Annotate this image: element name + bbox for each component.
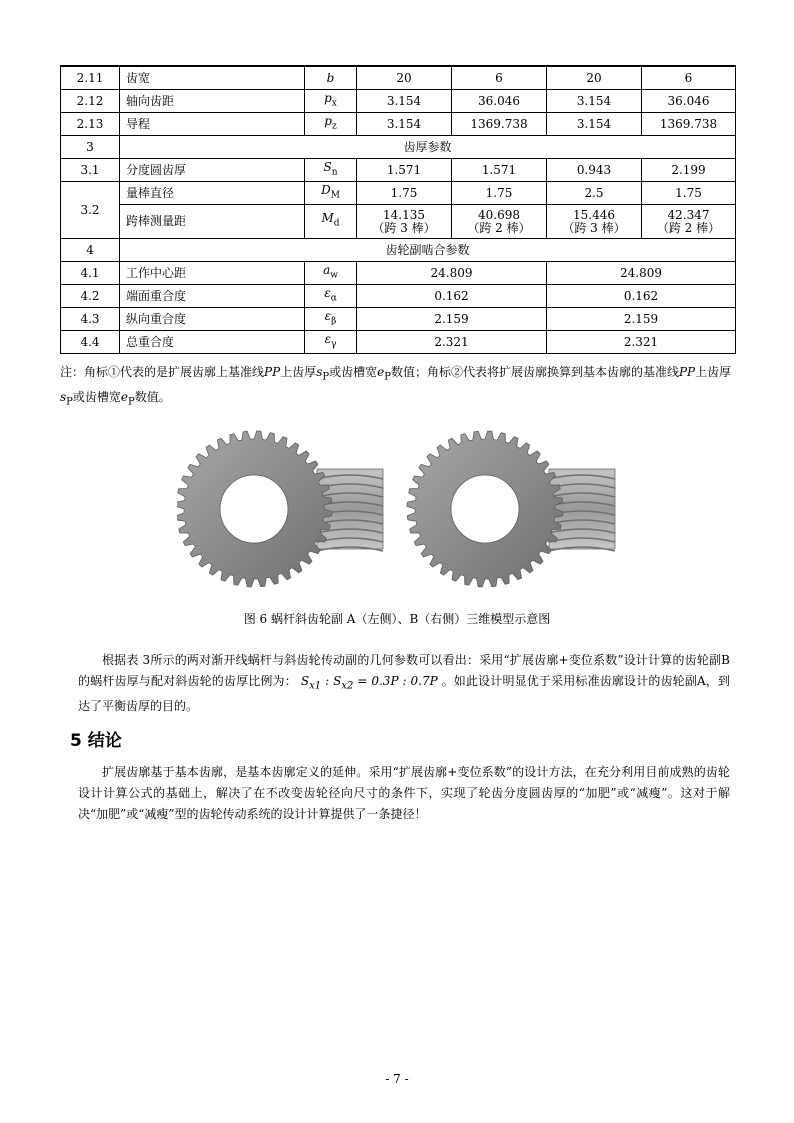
section-title: 齿厚参数	[120, 136, 736, 159]
row-number: 4.3	[61, 308, 120, 331]
row-number: 3.1	[61, 159, 120, 182]
section-number: 3	[61, 136, 120, 159]
table-row	[61, 66, 736, 90]
value-cell: 24.809	[357, 262, 547, 285]
table-row	[61, 285, 736, 308]
param-name: 导程	[120, 113, 305, 136]
table-row	[61, 205, 736, 239]
param-name: 分度圆齿厚	[120, 159, 305, 182]
value-cell: 2.321	[547, 331, 736, 354]
value-cell: 2.5	[547, 182, 642, 205]
value-cell: 3.154	[547, 90, 642, 113]
param-symbol: $D_M$	[305, 182, 357, 205]
worm-gear-illustration	[177, 427, 617, 592]
value-cell: 1.571	[357, 159, 452, 182]
value-cell: 1.75	[357, 182, 452, 205]
param-name: 量棒直径	[120, 182, 305, 205]
helical-gear-a	[177, 431, 332, 587]
value-cell: 0.162	[547, 285, 736, 308]
table-row	[61, 308, 736, 331]
helical-gear-b	[407, 431, 563, 587]
value-cell: 14.135 （跨 3 棒）	[357, 205, 452, 239]
param-symbol: $\varepsilon_\gamma$	[305, 331, 357, 354]
table-row	[61, 159, 736, 182]
row-number: 4.1	[61, 262, 120, 285]
value-cell: 1.75	[642, 182, 736, 205]
row-number: 4.4	[61, 331, 120, 354]
value-cell: 24.809	[547, 262, 736, 285]
value-cell: 36.046	[642, 90, 736, 113]
figure-caption: 图 6 蜗杆斜齿轮副 A（左侧）、B（右侧）三维模型示意图	[243, 612, 551, 626]
param-symbol: $p_z$	[305, 113, 357, 136]
param-symbol: $M_d$	[305, 205, 357, 239]
gear-body	[177, 431, 332, 587]
section-number: 4	[61, 239, 120, 262]
section-heading: 5 结论	[70, 731, 122, 751]
param-name: 端面重合度	[120, 285, 305, 308]
value-cell: 1.75	[452, 182, 547, 205]
row-number: 2.11	[61, 66, 120, 90]
param-symbol: $a_w$	[305, 262, 357, 285]
table-row	[61, 262, 736, 285]
value-cell: 6	[642, 66, 736, 90]
value-cell: 20	[547, 66, 642, 90]
value-cell: 2.159	[547, 308, 736, 331]
param-name: 工作中心距	[120, 262, 305, 285]
value-cell: 3.154	[357, 90, 452, 113]
param-symbol: $S_n$	[305, 159, 357, 182]
gear-pair-b	[407, 431, 615, 587]
param-name: 总重合度	[120, 331, 305, 354]
row-number: 2.12	[61, 90, 120, 113]
ratio-formula: $S_{x1}$ : $S_{x2} = 0.3P$ : 0.7P	[300, 674, 438, 692]
value-cell: 2.199	[642, 159, 736, 182]
row-number: 4.2	[61, 285, 120, 308]
value-cell: 3.154	[357, 113, 452, 136]
table-row	[61, 331, 736, 354]
gear-figure	[177, 427, 617, 592]
gear-body	[407, 431, 563, 587]
value-cell: 2.159	[357, 308, 547, 331]
value-cell: 0.943	[547, 159, 642, 182]
param-symbol: $\varepsilon_\alpha$	[305, 285, 357, 308]
value-cell: 6	[452, 66, 547, 90]
table-row	[61, 113, 736, 136]
row-number: 2.13	[61, 113, 120, 136]
section-title: 齿轮副啮合参数	[120, 239, 736, 262]
value-cell: 0.162	[357, 285, 547, 308]
paragraph-analysis: 根据表 3所示的两对渐开线蜗杆与斜齿轮传动副的几何参数可以看出：采用“扩展齿廓+变位系数”设计计算的齿轮副B的蜗杆齿厚与配对斜齿轮的齿厚比例为： $S_{x1}$ : $S_{x2} = 0.3P$ : 0.7P 。如此设计明显优于采用标准齿廓设计的齿轮副A，到达了平衡齿厚的目的。	[78, 653, 730, 714]
section-row	[61, 136, 736, 159]
gear-pair-a	[177, 431, 383, 587]
param-name: 轴向齿距	[120, 90, 305, 113]
value-cell: 36.046	[452, 90, 547, 113]
value-cell: 42.347 （跨 2 棒）	[642, 205, 736, 239]
section-row	[61, 239, 736, 262]
param-name: 跨棒测量距	[120, 205, 305, 239]
table-row	[61, 90, 736, 113]
row-number: 3.2	[61, 182, 120, 239]
table-row	[61, 182, 736, 205]
value-cell: 1369.738	[452, 113, 547, 136]
param-symbol: $p_x$	[305, 90, 357, 113]
page-number: - 7 -	[385, 1072, 409, 1086]
value-cell: 3.154	[547, 113, 642, 136]
value-cell: 20	[357, 66, 452, 90]
table-footnote: 注：角标①代表的是扩展齿廓上基准线PP上齿厚$s_P$或齿槽宽$e_P$数值；角标②代表将扩展齿廓换算到基本齿廓的基准线PP上齿厚$s_P$或齿槽宽$e_P$数值。	[60, 365, 732, 408]
parameter-table	[60, 65, 736, 354]
value-cell: 1.571	[452, 159, 547, 182]
value-cell: 40.698 （跨 2 棒）	[452, 205, 547, 239]
param-name: 齿宽	[120, 66, 305, 90]
paragraph-conclusion: 扩展齿廓基于基本齿廓，是基本齿廓定义的延伸。采用“扩展齿廓+变位系数”的设计方法，在充分利用目前成熟的齿轮设计计算公式的基础上，解决了在不改变齿轮径向尺寸的条件下，实现了轮齿分度圆齿厚的“加肥”或“减瘦”。这对于解决“加肥”或“减瘦”型的齿轮传动系统的设计计算提供了一条捷径！	[78, 765, 730, 821]
param-name: 纵向重合度	[120, 308, 305, 331]
value-cell: 1369.738	[642, 113, 736, 136]
param-symbol: b	[305, 66, 357, 90]
value-cell: 2.321	[357, 331, 547, 354]
param-symbol: $\varepsilon_\beta$	[305, 308, 357, 331]
value-cell: 15.446 （跨 3 棒）	[547, 205, 642, 239]
